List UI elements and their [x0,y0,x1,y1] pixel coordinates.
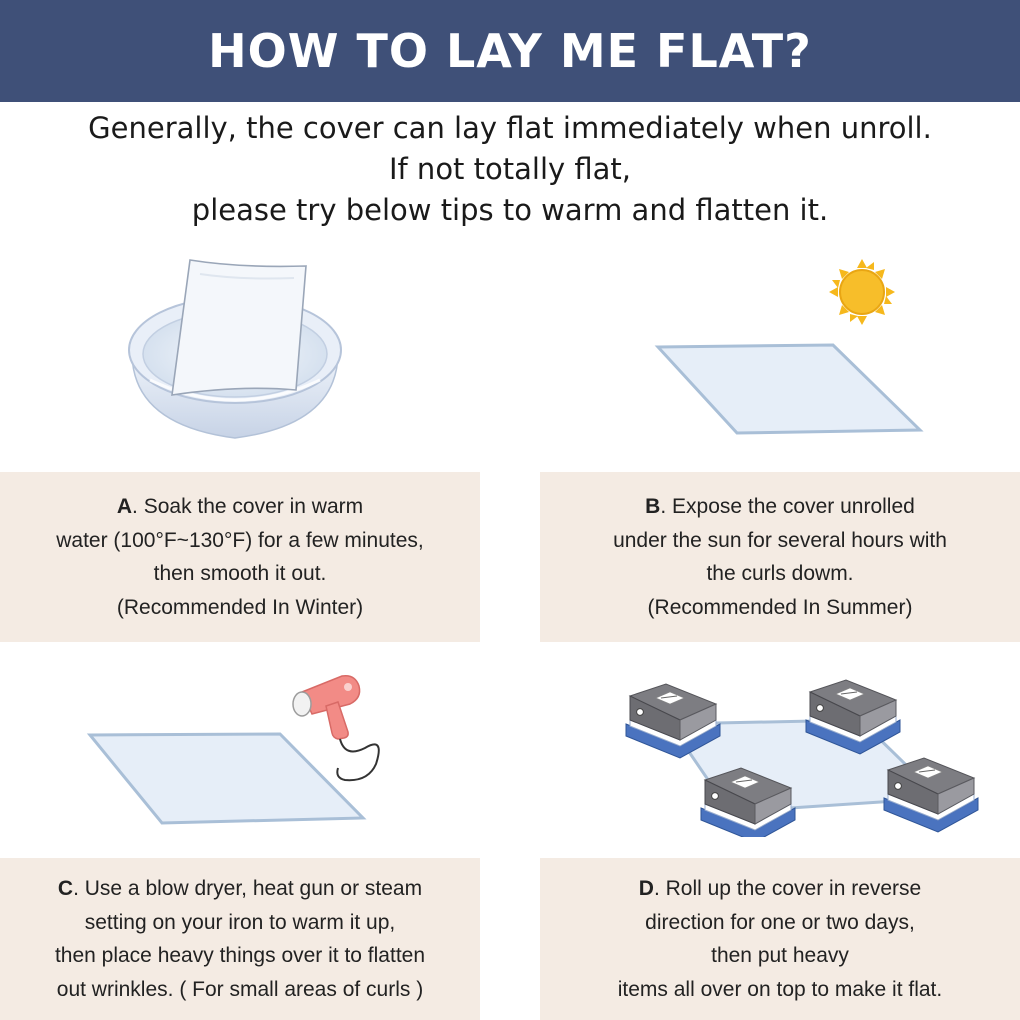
tip-d-line-2: direction for one or two days, [645,910,915,934]
tip-card-c [0,858,480,1020]
intro-line-2: If not totally flat, [388,152,632,186]
tip-a-line-3: then smooth it out. [153,562,327,585]
tip-a-line-2: water (100°F~130°F) for a few minutes, [56,528,424,552]
tip-a-line-1: A. Soak the cover in warm [116,495,364,518]
tip-c-line-2: setting on your iron to warm it up, [84,910,396,934]
tip-d-letter: D [638,877,654,900]
illustration-sun [650,255,950,445]
flat-sheet-icon [90,734,363,823]
intro-line-1: Generally, the cover can lay flat immediately when unroll. [88,111,932,145]
intro-line-3: please try below tips to warm and flatten it. [191,193,829,227]
binder-icon [884,758,978,832]
tip-c-letter: C [57,877,74,900]
tip-d-line-1: D. Roll up the cover in reverse [638,877,922,900]
tip-c-line-4: out wrinkles. ( For small areas of curls ) [56,977,424,1001]
tip-b-line-1: B. Expose the cover unrolled [645,495,915,518]
sun-icon [829,259,895,325]
tip-a-line-4: (Recommended In Winter) [116,595,364,619]
tip-c-line-1: C. Use a blow dryer, heat gun or steam [57,877,423,900]
tip-b-line-2: under the sun for several hours with [613,528,947,552]
intro-text [0,108,1020,231]
tip-b-letter: B [645,495,661,518]
tip-card-a [0,472,480,642]
illustration-binders [610,662,980,837]
illustration-soak [110,250,360,450]
header-banner [0,0,1020,102]
tip-card-d [540,858,1020,1020]
tip-a-letter: A [116,495,133,518]
tip-card-b [540,472,1020,642]
tip-c-line-3: then place heavy things over it to flatten [54,944,426,967]
illustration-dryer [80,660,400,835]
tip-b-line-3: the curls dowm. [706,562,854,585]
page-title: HOW TO LAY ME FLAT? [208,24,812,78]
tip-b-line-4: (Recommended In Summer) [647,595,913,619]
cover-sheet-icon [172,260,306,395]
tip-d-line-3: then put heavy [711,944,849,967]
tip-d-line-4: items all over on top to make it flat. [617,977,943,1001]
flat-sheet-icon [658,345,920,433]
